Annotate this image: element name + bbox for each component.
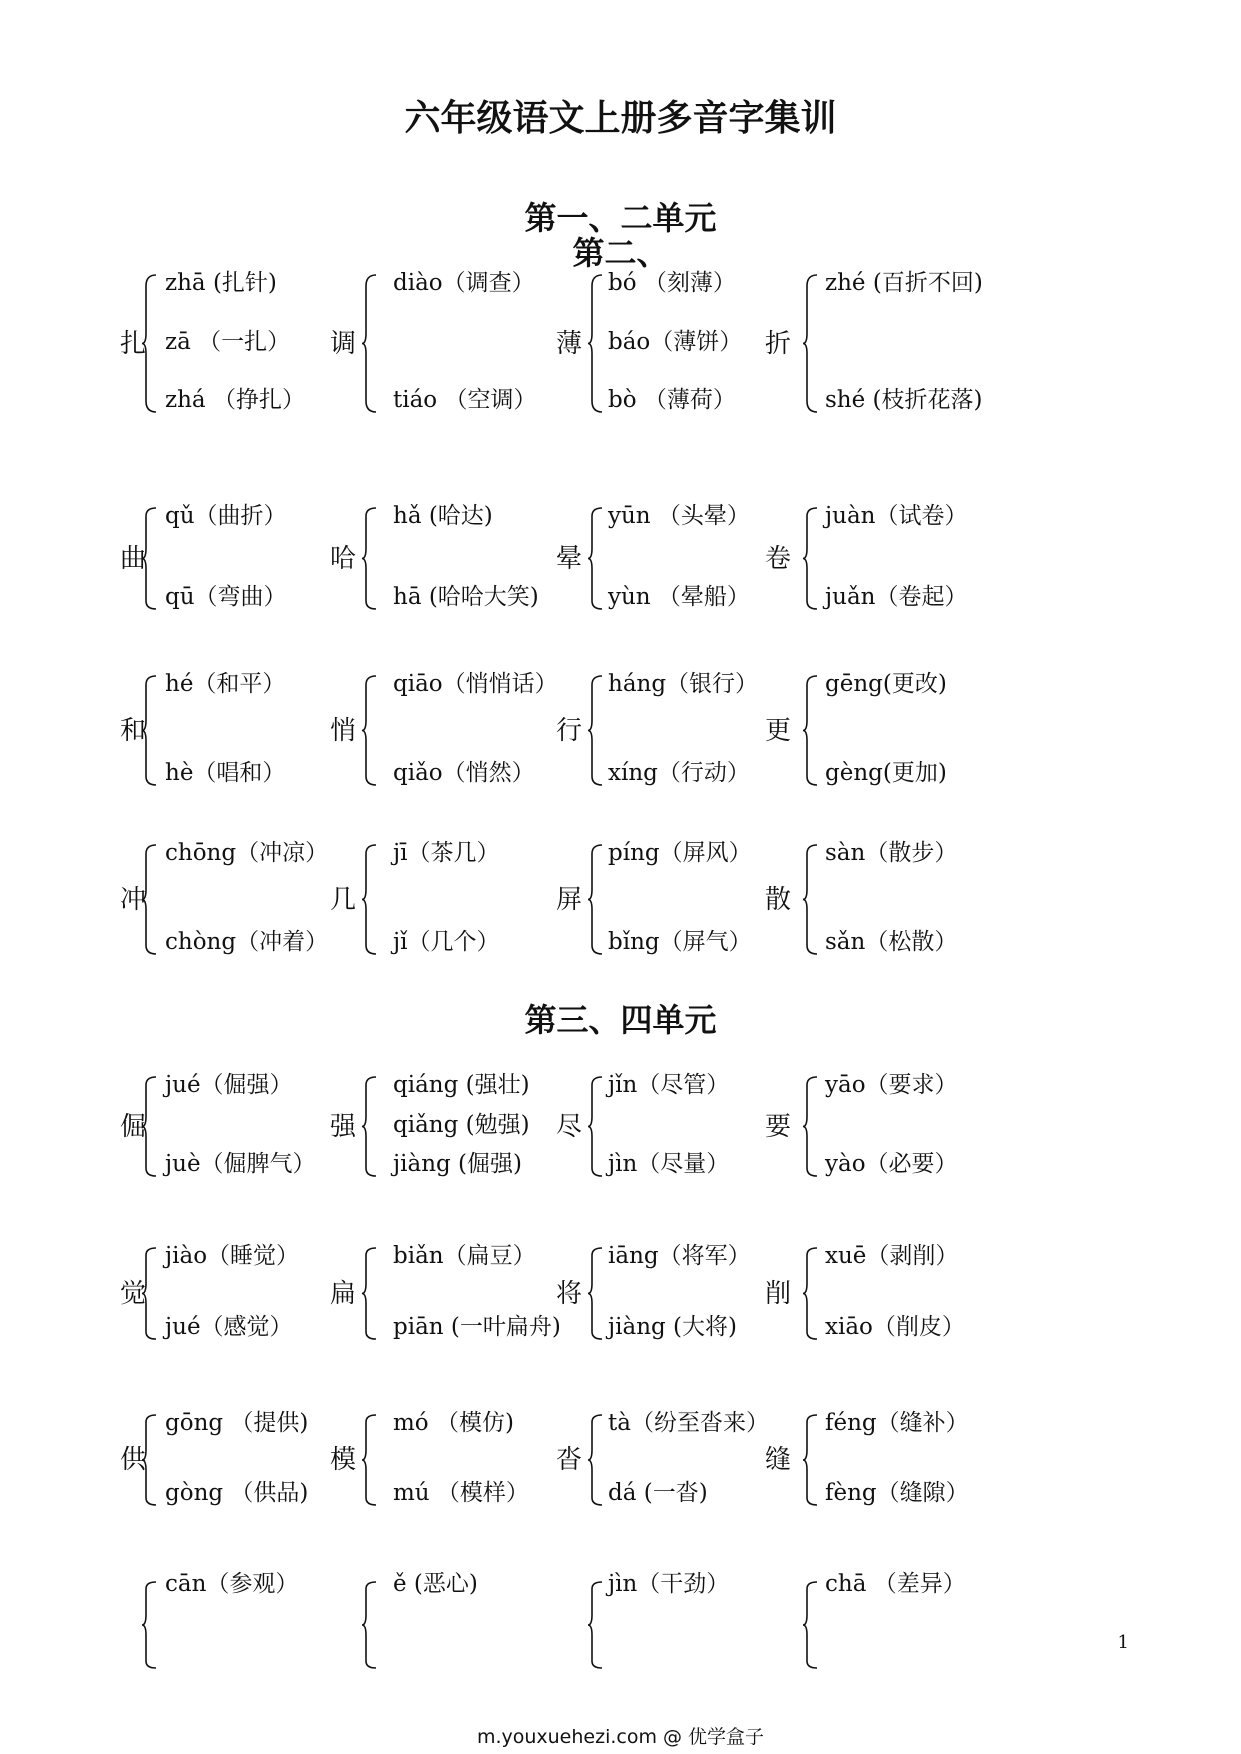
entry-character: 几 <box>330 884 357 915</box>
brace-icon <box>803 1248 817 1339</box>
reading-item: zā （一扎） <box>165 328 291 355</box>
reading-item: qǔ（曲折） <box>165 503 287 529</box>
brace-icon <box>362 1077 376 1176</box>
brace-icon <box>803 1415 817 1505</box>
reading-item: tiáo （空调） <box>393 387 537 413</box>
reading-item: iāng（将军） <box>608 1243 751 1269</box>
brace-icon <box>588 1415 602 1505</box>
entry-character: 折 <box>765 328 792 359</box>
reading-item: yùn （晕船） <box>608 584 750 610</box>
brace-icon <box>588 275 602 412</box>
reading-item: ě (恶心) <box>393 1571 478 1597</box>
entry-character: 卷 <box>765 543 792 574</box>
entry-character: 冲 <box>120 884 147 915</box>
section-title-2: 第三、四单元 <box>524 1001 717 1039</box>
entry-character: 哈 <box>330 543 357 574</box>
reading-item: mó （模仿) <box>393 1410 514 1436</box>
reading-item: shé (枝折花落) <box>825 387 983 413</box>
reading-item: sàn（散步） <box>825 840 958 866</box>
reading-item: háng（银行） <box>608 671 759 697</box>
brace-icon <box>142 676 156 785</box>
reading-item: jǐ（几个） <box>393 929 500 955</box>
reading-item: yāo（要求） <box>825 1072 958 1098</box>
reading-item: qiāo（悄悄话） <box>393 671 558 697</box>
brace-icon <box>803 676 817 785</box>
brace-icon <box>362 676 376 785</box>
reading-item: yūn （头晕） <box>608 503 750 529</box>
brace-icon <box>142 1077 156 1176</box>
entry-character: 更 <box>765 715 792 746</box>
brace-icon <box>588 845 602 954</box>
entry-character: 要 <box>765 1111 792 1142</box>
reading-item: cān（参观） <box>165 1571 299 1597</box>
page-title: 六年级语文上册多音字集训 <box>404 97 837 139</box>
brace-icon <box>588 676 602 785</box>
reading-item: féng（缝补） <box>825 1410 969 1436</box>
reading-item: jìn（干劲） <box>608 1571 730 1597</box>
footer-watermark: m.youxuehezi.com @ 优学盒子 <box>476 1726 765 1748</box>
reading-item: jiào（睡觉） <box>165 1243 300 1269</box>
brace-icon <box>362 845 376 954</box>
reading-item: chōng（冲凉） <box>165 840 329 866</box>
reading-item: chā （差异） <box>825 1571 966 1597</box>
entry-character: 散 <box>765 884 792 915</box>
brace-icon <box>803 508 817 609</box>
entry-character: 缝 <box>765 1445 792 1475</box>
brace-icon <box>362 1248 376 1339</box>
entry-character: 屏 <box>556 884 583 915</box>
reading-item: sǎn（松散） <box>825 929 958 955</box>
entry-character: 调 <box>330 328 357 359</box>
reading-item: xiāo（削皮） <box>825 1314 965 1340</box>
entry-character: 尽 <box>556 1111 583 1142</box>
reading-item: juè（倔脾气） <box>165 1151 316 1177</box>
reading-item: hè（唱和） <box>165 760 286 786</box>
entry-character: 晕 <box>556 543 583 574</box>
reading-item: bò （薄荷） <box>608 387 736 413</box>
reading-item: chòng（冲着） <box>165 929 329 955</box>
brace-icon <box>588 1582 602 1668</box>
reading-item: gèng(更加) <box>825 760 947 786</box>
reading-item: gēng(更改) <box>825 671 947 697</box>
brace-icon <box>588 1248 602 1339</box>
entry-character: 将 <box>556 1278 583 1309</box>
reading-item: hā (哈哈大笑) <box>393 584 539 610</box>
brace-icon <box>142 1415 156 1505</box>
reading-item: zhé (百折不回) <box>825 270 983 296</box>
brace-icon <box>142 1248 156 1339</box>
brace-icon <box>803 1582 817 1668</box>
brace-icon <box>803 275 817 412</box>
entry-character: 倔 <box>120 1111 147 1142</box>
reading-item: jī（茶几） <box>393 840 500 866</box>
entry-character: 扎 <box>120 328 147 359</box>
reading-item: xuē（剥削） <box>825 1243 959 1269</box>
section-title-1: 第一、二单元 <box>524 199 717 237</box>
reading-item: hé（和平） <box>165 671 286 697</box>
entry-character: 强 <box>330 1111 357 1142</box>
reading-item: juǎn（卷起） <box>825 584 968 610</box>
reading-item: gōng （提供) <box>165 1410 309 1436</box>
brace-icon <box>362 1415 376 1505</box>
reading-item: hǎ (哈达) <box>393 503 493 529</box>
reading-item: zhā (扎针) <box>165 270 277 296</box>
brace-icon <box>803 1077 817 1176</box>
reading-item: xíng（行动） <box>608 760 750 786</box>
entry-character: 沓 <box>556 1445 583 1475</box>
reading-item: píng（屏风） <box>608 840 752 866</box>
reading-item: jiàng (大将) <box>608 1314 737 1340</box>
reading-item: bǐng（屏气） <box>608 929 752 955</box>
reading-item: biǎn（扁豆） <box>393 1243 536 1269</box>
reading-item: tà（纷至沓来） <box>608 1410 769 1436</box>
reading-item: yào（必要） <box>825 1151 958 1177</box>
reading-item: jué（倔强） <box>165 1072 293 1098</box>
reading-item: jǐn（尽管） <box>608 1072 730 1098</box>
brace-icon <box>142 275 156 412</box>
reading-item: jìn（尽量） <box>608 1151 730 1177</box>
reading-item: diào（调查） <box>393 270 535 296</box>
brace-icon <box>362 508 376 609</box>
entry-character: 觉 <box>120 1278 147 1309</box>
reading-item: qū（弯曲） <box>165 584 287 610</box>
reading-item: fèng（缝隙） <box>825 1480 969 1506</box>
entry-character: 模 <box>330 1445 357 1475</box>
page-number: 1 <box>1117 1632 1129 1653</box>
brace-icon <box>142 845 156 954</box>
brace-icon <box>803 845 817 954</box>
reading-item: jué（感觉） <box>165 1314 293 1340</box>
reading-item: mú （模样） <box>393 1480 529 1506</box>
reading-item: báo（薄饼） <box>608 328 743 355</box>
reading-item: qiáng (强壮) <box>393 1072 530 1098</box>
entry-character: 悄 <box>330 715 357 746</box>
entry-character: 扁 <box>330 1278 357 1309</box>
reading-item: bó （刻薄） <box>608 270 736 296</box>
reading-item: qiǎo（悄然） <box>393 760 535 786</box>
brace-icon <box>362 1582 376 1668</box>
entry-character: 曲 <box>120 543 147 574</box>
brace-icon <box>588 1077 602 1176</box>
entry-character: 薄 <box>556 328 583 359</box>
reading-item: qiǎng (勉强) <box>393 1111 530 1138</box>
entry-character: 和 <box>120 715 147 746</box>
brace-icon <box>142 508 156 609</box>
reading-item: jiàng (倔强) <box>393 1151 522 1177</box>
entry-character: 削 <box>765 1278 792 1309</box>
entry-character: 行 <box>556 715 583 746</box>
reading-item: juàn（试卷） <box>825 503 968 529</box>
section-subtitle-1: 第二、 <box>572 234 669 272</box>
reading-item: gòng （供品) <box>165 1480 309 1506</box>
brace-icon <box>142 1582 156 1668</box>
entry-character: 供 <box>120 1445 147 1475</box>
reading-item: piān (一叶扁舟) <box>393 1314 561 1340</box>
brace-icon <box>588 508 602 609</box>
reading-item: dá (一沓) <box>608 1480 708 1506</box>
reading-item: zhá （挣扎） <box>165 387 305 413</box>
brace-icon <box>362 275 376 412</box>
